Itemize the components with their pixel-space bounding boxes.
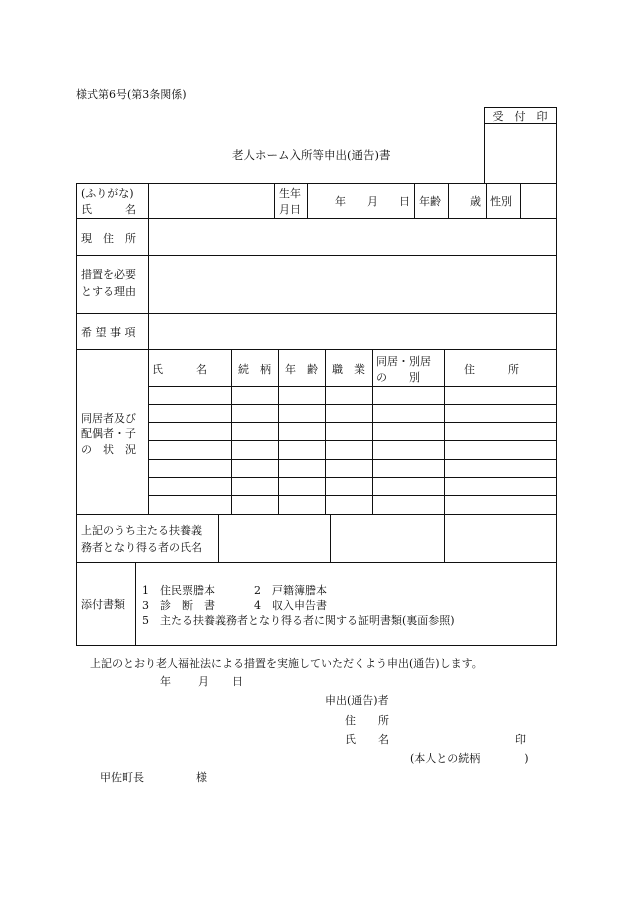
applicant-label: 申出(通告)者 bbox=[325, 694, 389, 707]
cohabitant-label-1: 同居者及び bbox=[81, 412, 136, 425]
table-line bbox=[307, 183, 308, 219]
supporter-label-2: 務者となり得る者の氏名 bbox=[81, 541, 202, 554]
footer-year: 年 bbox=[160, 675, 171, 688]
age-unit: 歳 bbox=[470, 195, 481, 208]
addressee: 甲佐町長 bbox=[100, 771, 144, 784]
table-line bbox=[148, 404, 557, 405]
table-line bbox=[76, 562, 557, 563]
table-line bbox=[148, 422, 557, 423]
address-label: 現 住 所 bbox=[81, 232, 136, 245]
footer-day: 日 bbox=[232, 675, 243, 688]
birth-label-2: 月日 bbox=[279, 203, 301, 216]
page-title: 老人ホーム入所等申出(通告)書 bbox=[232, 148, 391, 162]
col-name: 氏 名 bbox=[152, 363, 207, 376]
honorific: 様 bbox=[196, 771, 207, 784]
table-line bbox=[148, 349, 149, 515]
applicant-address: 住 所 bbox=[345, 714, 389, 727]
col-age: 年 齢 bbox=[285, 363, 318, 376]
day-label: 日 bbox=[399, 195, 410, 208]
table-line bbox=[486, 183, 487, 219]
table-line bbox=[372, 349, 373, 515]
birth-label-1: 生年 bbox=[279, 187, 301, 200]
attachment-item: 2 戸籍簿謄本 bbox=[254, 584, 327, 597]
table-line bbox=[448, 183, 449, 219]
receipt-label: 受 付 印 bbox=[492, 110, 548, 123]
table-line bbox=[148, 477, 557, 478]
year-label: 年 bbox=[335, 195, 346, 208]
reason-label-1: 措置を必要 bbox=[81, 268, 136, 281]
table-line bbox=[444, 514, 445, 563]
table-line bbox=[76, 183, 77, 646]
table-line bbox=[556, 183, 557, 646]
attachment-item: 5 主たる扶養義務者となり得る者に関する証明書類(裏面参照) bbox=[142, 614, 455, 627]
name-label: 氏 名 bbox=[81, 203, 136, 216]
table-line bbox=[135, 562, 136, 646]
attachment-item: 3 診 断 書 bbox=[142, 599, 215, 612]
applicant-name: 氏 名 bbox=[345, 733, 389, 746]
attachment-item: 1 住民票謄本 bbox=[142, 584, 215, 597]
furigana-label: (ふりがな) bbox=[81, 187, 134, 200]
month-label: 月 bbox=[367, 195, 378, 208]
table-line bbox=[148, 218, 149, 350]
table-line bbox=[148, 459, 557, 460]
col-live-2: の 別 bbox=[376, 371, 420, 384]
statement: 上記のとおり老人福祉法による措置を実施していただくよう申出(通告)します。 bbox=[90, 657, 483, 670]
table-line bbox=[330, 514, 331, 563]
cohabitant-label-3: の 状 況 bbox=[81, 443, 136, 456]
supporter-label-1: 上記のうち主たる扶養義 bbox=[81, 524, 202, 537]
attachments-label: 添付書類 bbox=[81, 598, 125, 611]
table-line bbox=[274, 183, 275, 219]
seal-mark: 印 bbox=[515, 733, 526, 746]
attachment-item: 4 収入申告書 bbox=[254, 599, 327, 612]
table-line bbox=[148, 440, 557, 441]
wishes-label: 希 望 事 項 bbox=[81, 326, 136, 339]
table-line bbox=[148, 495, 557, 496]
reason-label-2: とする理由 bbox=[81, 285, 136, 298]
table-line bbox=[444, 349, 445, 515]
age-label: 年齢 bbox=[419, 195, 441, 208]
footer-month: 月 bbox=[198, 675, 209, 688]
col-relation: 続 柄 bbox=[238, 363, 271, 376]
table-line bbox=[520, 183, 521, 219]
table-line bbox=[218, 514, 219, 563]
table-line bbox=[148, 386, 557, 387]
receipt-box-right bbox=[556, 107, 557, 183]
col-address: 住 所 bbox=[464, 363, 519, 376]
table-line bbox=[414, 183, 415, 219]
col-job: 職 業 bbox=[332, 363, 365, 376]
col-live-1: 同居・別居 bbox=[376, 355, 431, 368]
sex-label: 性別 bbox=[490, 195, 512, 208]
cohabitant-label-2: 配偶者・子 bbox=[81, 427, 136, 440]
relation-note: (本人との続柄 ) bbox=[410, 752, 529, 765]
table-line bbox=[76, 645, 557, 646]
table-line bbox=[148, 183, 149, 219]
form-number: 様式第6号(第3条関係) bbox=[76, 88, 187, 101]
